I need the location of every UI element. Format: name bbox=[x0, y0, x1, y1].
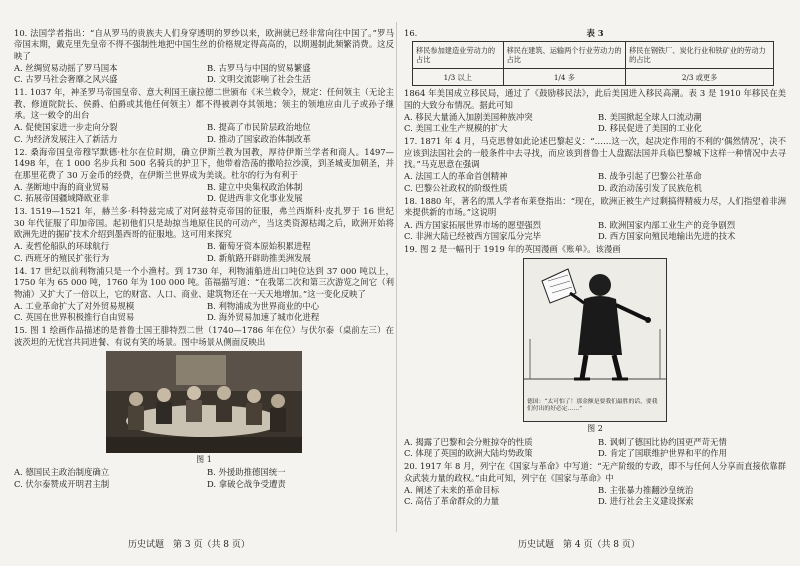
option: D. 推动了国家政治体制改革 bbox=[207, 133, 311, 144]
figure-2-cartoon bbox=[523, 258, 667, 422]
option: A. 法国工人的革命首创精神 bbox=[404, 171, 508, 182]
option: D. 肯定了国联维护世界和平的作用 bbox=[598, 448, 727, 459]
option: A. 丝绸贸易动摇了罗马国本 bbox=[14, 62, 118, 73]
option: B. 美国掀起全球人口流动潮 bbox=[598, 111, 702, 122]
option: B. 战争引起了巴黎公社革命 bbox=[598, 171, 702, 182]
option: B. 古罗马与中国的贸易繁盛 bbox=[207, 62, 311, 73]
option: C. 非洲大陆已经被西方国家瓜分完毕 bbox=[404, 230, 542, 241]
question-10-options bbox=[14, 63, 394, 86]
option: B. 葡萄牙资本原始积累进程 bbox=[207, 241, 311, 252]
option: C. 体现了英国的欧洲大陆均势政策 bbox=[404, 448, 533, 459]
question-20-stem: 20. 1917 年 8 月，列宁在《国家与革命》中写道：“无产阶级的专政，即不与任何人分享而直接依靠群众武装力量的政权。”由此可知，列宁在《国家与革命》中 bbox=[404, 461, 786, 483]
question-16-number: 16. bbox=[404, 28, 418, 38]
question-17-options bbox=[404, 171, 786, 194]
figure-1-caption: 图 1 bbox=[196, 455, 212, 465]
question-16-options bbox=[404, 112, 786, 135]
option: D. 拿破仑战争受遭责 bbox=[207, 478, 286, 489]
table-cell: 2/3 或更多 bbox=[626, 69, 774, 86]
question-14-stem: 14. 17 世纪以前利物浦只是一个小渔村。到 1730 年，利物浦船进出口吨位达到 37 000 吨以上，1750 年为 65 000 吨，1760 年为 100 000 吨。笛福描写道：“在我第二次和第三次游览之间它（利物浦）又扩大了一倍以上，它的财富、人口、商业、建筑物还在一天天地增加。”这一变化反映了 bbox=[14, 265, 394, 299]
option: B. 外援助推德国统一 bbox=[207, 467, 286, 478]
table-header-row bbox=[413, 42, 774, 69]
table-header-cell: 移民在钢铁厂、炭化行业和铁矿业的劳动力的占比 bbox=[626, 42, 774, 69]
option: D. 西方国家向殖民地输出先进的技术 bbox=[598, 230, 736, 241]
cartoon-illustration bbox=[524, 259, 666, 397]
option: D. 海外贸易加速了城市化进程 bbox=[207, 312, 320, 323]
question-13-options bbox=[14, 241, 394, 264]
question-12-options bbox=[14, 182, 394, 205]
option: D. 进行社会主义建设探索 bbox=[598, 496, 694, 507]
question-11-options bbox=[14, 122, 394, 145]
option: C. 西班牙的殖民扩张行为 bbox=[14, 252, 110, 263]
option: D. 移民促进了美国的工业化 bbox=[598, 123, 702, 134]
table-cell: 1/4 多 bbox=[503, 69, 626, 86]
option: B. 欧洲国家内部工业生产的竞争剧烈 bbox=[598, 219, 736, 230]
option: A. 麦哲伦船队的环球航行 bbox=[14, 241, 110, 252]
option: C. 巴黎公社政权的阶级性质 bbox=[404, 182, 508, 193]
question-11-stem: 11. 1037 年，神圣罗马帝国皇帝、意大利国王康拉德二世颁布《米兰敕令》，规定：任何领主（无论主教、修道院院长、侯爵、伯爵或其他任何领主）都不得被剥夺其领地；领主的领地应由儿子或孙子继承。这一敕令的出台 bbox=[14, 87, 394, 121]
page-divider bbox=[396, 22, 397, 532]
option: B. 提高了市民阶层政治地位 bbox=[207, 122, 311, 133]
question-17-stem: 17. 1871 年 4 月，马克思曾如此论述巴黎起义：“……这一次，起决定作用的不利的‘偶然情况’，决不应该到法国社会的一般条件中去寻找，而应该到普鲁士人盘踞法国并兵临巴黎城下这样一种情况中去寻找。”马克思意在强调 bbox=[404, 136, 786, 170]
question-18-options bbox=[404, 220, 786, 243]
option: D. 政治动荡引发了民族危机 bbox=[598, 182, 702, 193]
table-header-cell: 移民在建筑、运输两个行业劳动力的占比 bbox=[503, 42, 626, 69]
right-page bbox=[404, 28, 786, 510]
question-19-options bbox=[404, 437, 786, 460]
option: B. 讽刺了德国比协约国更严苛无情 bbox=[598, 436, 727, 447]
option: D. 文明交流影响了社会生活 bbox=[207, 74, 311, 85]
question-14-options bbox=[14, 301, 394, 324]
table-row bbox=[413, 69, 774, 86]
table-3-title: 表 3 bbox=[586, 28, 604, 38]
option: C. 为经济发展注入了新活力 bbox=[14, 133, 118, 144]
question-19-stem: 19. 图 2 是一幅刊于 1919 年的英国漫画《账单》。该漫画 bbox=[404, 244, 621, 255]
option: A. 促使国家进一步走向分裂 bbox=[14, 122, 118, 133]
option: A. 阐述了未来的革命目标 bbox=[404, 484, 500, 495]
option: A. 垄断地中海的商业贸易 bbox=[14, 181, 110, 192]
question-18-stem: 18. 1880 年，著名的黑人学者布莱登指出：“现在，欧洲正被生产过剩搞得精疲力尽，人们指望着非洲来提供新的市场。”这说明 bbox=[404, 195, 786, 218]
option: C. 拓展帝国疆域降欧亚非 bbox=[14, 193, 110, 204]
option: D. 新航路开辟助推美洲发展 bbox=[207, 252, 311, 263]
option: B. 建立中央集权政治体制 bbox=[207, 181, 303, 192]
table-3 bbox=[412, 41, 774, 86]
left-page-footer: 历史试题 第 3 页（共 8 页） bbox=[128, 540, 250, 550]
question-15-options bbox=[14, 467, 394, 490]
option: C. 伏尔泰赞成开明君主制 bbox=[14, 478, 110, 489]
question-16-stem: 1864 年美国成立移民局，通过了《鼓励移民法》，此后美国进入移民高潮。表 3 是 1910 年移民在美国的大致分布情况。据此可知 bbox=[404, 88, 786, 110]
option: A. 移民大量涌入加剧美国种族冲突 bbox=[404, 111, 533, 122]
option: B. 利物浦成为世界商业的中心 bbox=[207, 300, 319, 311]
left-page bbox=[14, 28, 394, 492]
question-15-stem: 15. 图 1 绘画作品描述的是普鲁士国王腓特烈二世（1740—1786 年在位）与伏尔泰（桌前左三）在波茨坦的无忧宫共同进餐、有说有笑的场景。图中场景从侧面反映出 bbox=[14, 325, 394, 347]
question-13-stem: 13. 1519—1521 年，赫兰多·科特兹完成了对阿兹特克帝国的征服，弗兰西斯科·皮扎罗于 16 世纪 30 年代征服了印加帝国。起初他们只是劫掠当地原住民的可动产，当这类资源枯竭之后，欧洲开始将欧洲先进的掘矿技术介绍到墨西哥的征服地。这可用来探究 bbox=[14, 206, 394, 240]
figure-1-painting bbox=[106, 351, 302, 453]
option: A. 西方国家拓展世界市场的愿望强烈 bbox=[404, 219, 541, 230]
table-cell: 1/3 以上 bbox=[413, 69, 504, 86]
option: C. 美国工业生产规模的扩大 bbox=[404, 123, 508, 134]
option: A. 揭露了巴黎和会分赃掠夺的性质 bbox=[404, 436, 533, 447]
right-page-footer: 历史试题 第 4 页（共 8 页） bbox=[518, 540, 640, 550]
dinner-scene-illustration bbox=[106, 351, 302, 453]
table-header-cell: 移民参加建造业劳动力的占比 bbox=[413, 42, 504, 69]
figure-2-caption: 图 2 bbox=[587, 424, 603, 434]
option: B. 主张暴力推翻沙皇统治 bbox=[598, 484, 694, 495]
question-12-stem: 12. 桑海帝国皇帝穆罕默德·杜尔在位时期，确立伊斯兰教为国教，厚待伊斯兰学者和商人。1497—1498 年，在 1 000 名步兵和 500 名骑兵的护卫下，他带着浩荡的撒哈拉沙漠，到圣城麦加朝圣，并在那里花费了 30 万金币的经费，在伊斯兰世界成为美谈。杜尔的行为有利于 bbox=[14, 146, 394, 180]
question-20-options bbox=[404, 485, 786, 508]
question-10-stem: 10. 法国学者指出：“自从罗马的贵族夫人们身穿透明的罗纱以来，欧洲就已经非常向往中国了。”罗马帝国末期，戴克里先皇帝不得不强制性地把中国生丝的价格规定得高高的，以期遏制此频繁消费。这反映了 bbox=[14, 28, 394, 61]
option: D. 促进西非文化事业发展 bbox=[207, 193, 303, 204]
option: A. 德国民主政治制度确立 bbox=[14, 467, 110, 478]
cartoon-caption: 德国：“太可怕了！那金额是要我们最胜的话，要我们付出的好必定……” bbox=[527, 399, 658, 413]
option: C. 英国在世界积极推行自由贸易 bbox=[14, 312, 135, 323]
option: A. 工业革命扩大了对外贸易规模 bbox=[14, 300, 135, 311]
option: C. 高估了革命群众的力量 bbox=[404, 496, 500, 507]
option: C. 古罗马社会奢靡之风兴盛 bbox=[14, 74, 118, 85]
